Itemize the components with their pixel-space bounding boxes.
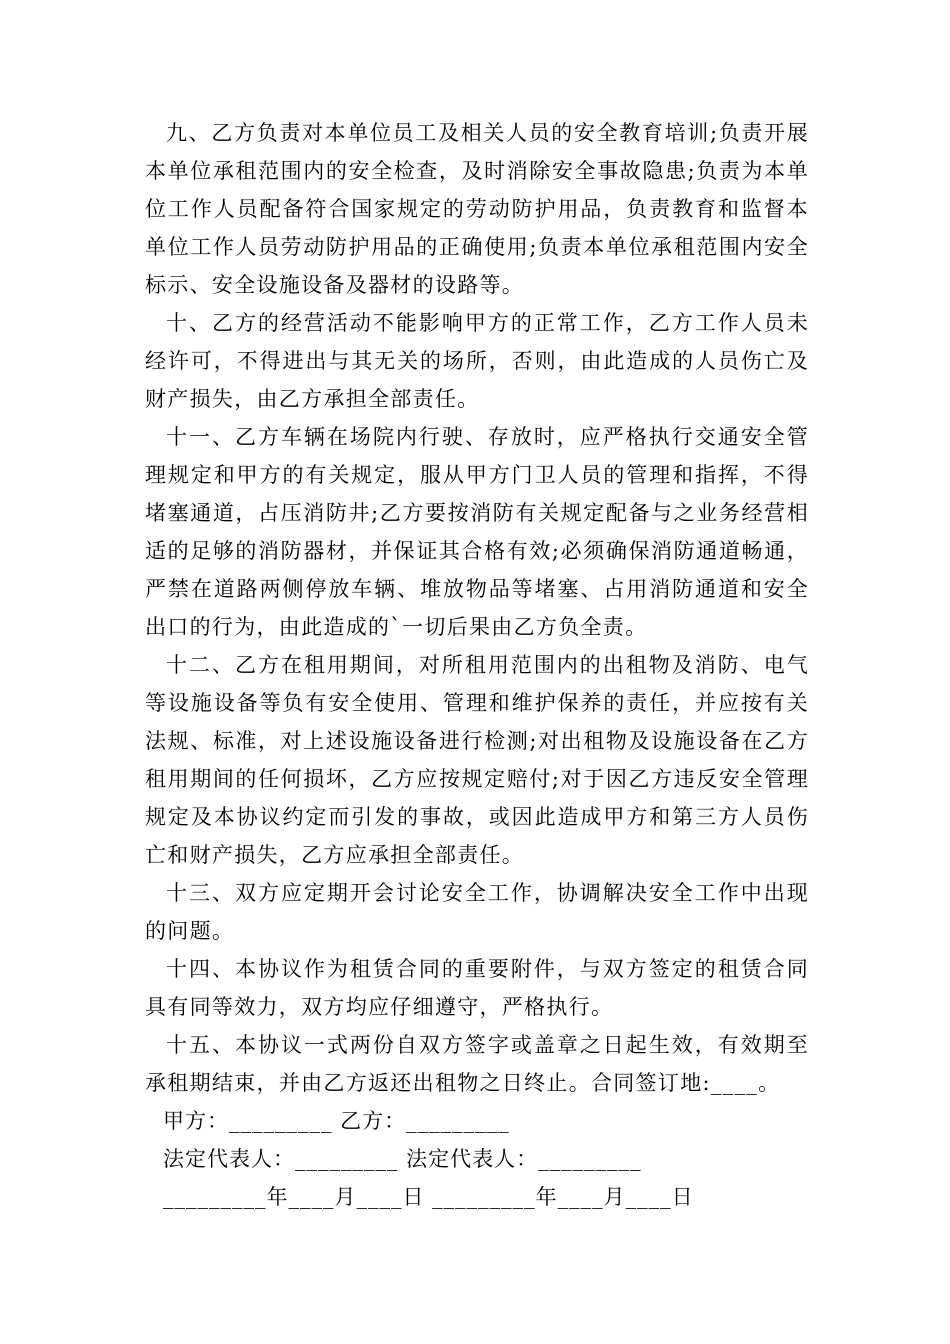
clause-15: 十五、本协议一式两份自双方签字或盖章之日起生效，有效期至承租期结束，并由乙方返还出租物之日终止。合同签订地:____。: [145, 1033, 809, 1095]
signature-parties-line: 甲方：_________ 乙方：_________: [163, 1109, 510, 1133]
clause-9: 九、乙方负责对本单位员工及相关人员的安全教育培训;负责开展本单位承租范围内的安全检查，及时消除安全事故隐患;负责为本单位工作人员配备符合国家规定的劳动防护用品，负责教育和监督本单位工作人员劳动防护用品的正确使用;负责本单位承租范围内安全标示、安全设施设备及器材的设路等。: [145, 121, 809, 297]
clause-12: 十二、乙方在租用期间，对所租用范围内的出租物及消防、电气等设施设备等负有安全使用、管理和维护保养的责任，并应按有关法规、标准，对上述设施设备进行检测;对出租物及设施设备在乙方租用期间的任何损坏，乙方应按规定赔付;对于因乙方违反安全管理规定及本协议约定而引发的事故，或因此造成甲方和第三方人员伤亡和财产损失，乙方应承担全部责任。: [145, 653, 809, 867]
signature-dates-line: _________年____月____日 _________年____月____日: [163, 1185, 694, 1209]
signature-representatives-line: 法定代表人：_________ 法定代表人：_________: [163, 1147, 642, 1171]
clause-10: 十、乙方的经营活动不能影响甲方的正常工作，乙方工作人员未经许可，不得进出与其无关的场所，否则，由此造成的人员伤亡及财产损失，由乙方承担全部责任。: [145, 311, 809, 411]
document-body: [145, 114, 809, 1216]
clause-11: 十一、乙方车辆在场院内行驶、存放时，应严格执行交通安全管理规定和甲方的有关规定，服从甲方门卫人员的管理和指挥，不得堵塞通道，占压消防井;乙方要按消防有关规定配备与之业务经营相适的足够的消防器材，并保证其合格有效;必须确保消防通道畅通，严禁在道路两侧停放车辆、堆放物品等堵塞、占用消防通道和安全出口的行为，由此造成的`一切后果由乙方负全责。: [145, 425, 809, 639]
clause-14: 十四、本协议作为租赁合同的重要附件，与双方签定的租赁合同具有同等效力，双方均应仔细遵守，严格执行。: [145, 957, 809, 1019]
clause-13: 十三、双方应定期开会讨论安全工作，协调解决安全工作中出现的问题。: [145, 881, 809, 943]
